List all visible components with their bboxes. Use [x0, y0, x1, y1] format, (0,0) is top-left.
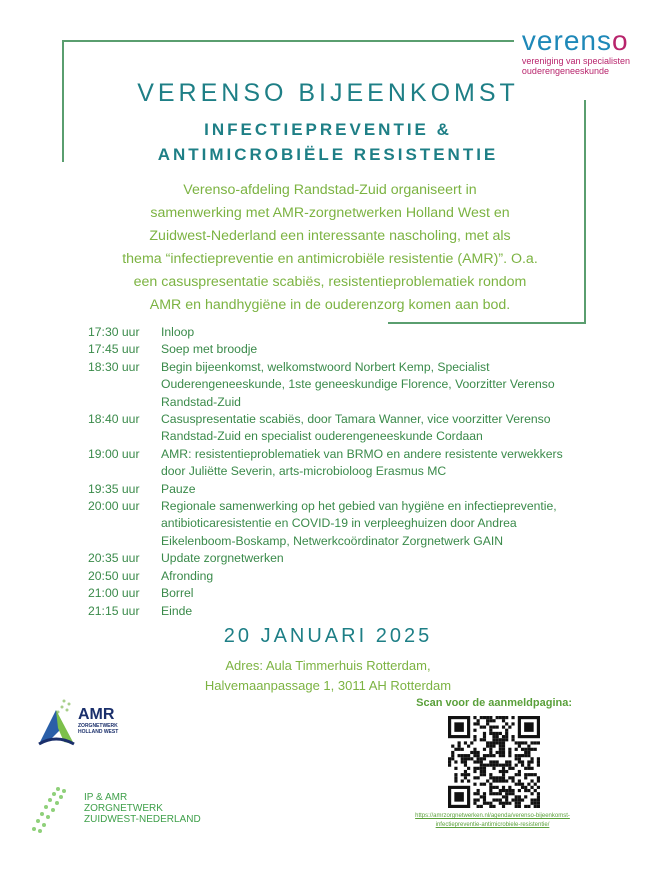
program-description	[161, 411, 578, 446]
registration-link-line-2[interactable]: infectiepreventie-antimicrobiele-resistentie/	[435, 822, 550, 828]
program-description	[161, 585, 578, 602]
program-description	[161, 498, 578, 550]
program-time: 17:30 uur	[88, 325, 140, 339]
program-description-line: Regionale samenwerking op het gebied van hygiëne en infectiepreventie,	[161, 499, 557, 514]
frame-top-line	[62, 40, 514, 42]
program-description	[161, 446, 578, 481]
program-description-line: antibioticaresistentie en COVID-19 in verpleeghuizen door Andrea	[161, 516, 517, 531]
program-time: 20:00 uur	[88, 499, 140, 514]
program-description	[161, 550, 578, 567]
program-description-line: Begin bijeenkomst, welkomstwoord Norbert Kemp, Specialist	[161, 359, 490, 374]
program-description-line: Randstad-Zuid en specialist ouderengeneeskunde Cordaan	[161, 429, 483, 444]
registration-link[interactable]	[400, 812, 585, 830]
ip-amr-logo-line-1: IP & AMR	[84, 792, 128, 803]
event-date: 20 JANUARI 2025	[223, 625, 433, 647]
program-description-line: Randstad-Zuid	[161, 394, 241, 409]
program-time: 21:15 uur	[88, 603, 140, 618]
ip-amr-logo-line-3: ZUIDWEST-NEDERLAND	[84, 814, 201, 825]
program-time: 18:30 uur	[88, 359, 140, 374]
program-description-line: Ouderengeneeskunde, 1ste geneeskundige Florence, Voorzitter Verenso	[161, 377, 555, 392]
program-schedule	[88, 324, 578, 620]
program-description-line: Einde	[161, 603, 193, 618]
program-time: 19:35 uur	[88, 481, 140, 496]
qr-code[interactable]	[448, 716, 540, 808]
program-description-line: door Juliëtte Severin, arts-microbioloog Erasmus MC	[161, 464, 447, 479]
intro-line: thema “infectiepreventie en antimicrobiële resistentie (AMR)”. O.a.	[122, 251, 538, 267]
program-item	[88, 341, 578, 358]
program-item	[88, 446, 578, 481]
program-item	[88, 603, 578, 620]
program-time: 20:50 uur	[88, 568, 140, 583]
ip-amr-logo-text	[84, 792, 201, 825]
amr-logo-title: AMR	[78, 706, 115, 723]
subtitle-line-2: ANTIMICROBIËLE RESISTENTIE	[157, 145, 499, 164]
page-subtitle	[0, 117, 656, 167]
program-item	[88, 359, 578, 411]
intro-line: Zuidwest-Nederland een interessante nascholing, met als	[149, 228, 511, 244]
verenso-tagline-1: vereniging van specialisten	[521, 56, 630, 66]
program-description-line: Pauze	[161, 481, 196, 496]
program-description	[161, 481, 578, 498]
program-description	[161, 568, 578, 585]
program-description-line: AMR: resistentieproblematiek van BRMO en andere resistente verwekkers	[161, 446, 563, 461]
verenso-wordmark: verenso	[521, 25, 629, 56]
program-description	[161, 359, 578, 411]
program-description-line: Inloop	[161, 325, 195, 339]
program-item	[88, 481, 578, 498]
program-description-line: Update zorgnetwerken	[161, 551, 284, 566]
intro-paragraph	[80, 179, 580, 317]
program-time: 21:00 uur	[88, 586, 140, 601]
program-description	[161, 603, 578, 620]
program-description-line: Afronding	[161, 568, 214, 583]
program-item	[88, 411, 578, 446]
ip-amr-logo-line-2: ZORGNETWERK	[84, 803, 163, 814]
program-description	[161, 341, 578, 358]
program-description-line: Borrel	[161, 586, 194, 601]
intro-line: een casuspresentatie scabiës, resistentieproblematiek rondom	[133, 274, 527, 290]
intro-line: Verenso-afdeling Randstad-Zuid organiseert in	[183, 182, 477, 198]
registration-link-line-1[interactable]: https://amrzorgnetwerken.nl/agenda/verenso-bijeenkomst-	[415, 813, 570, 819]
amr-logo-subtitle-2: HOLLAND WEST	[78, 729, 119, 735]
page-title: VERENSO BIJEENKOMST	[137, 79, 519, 107]
program-description	[161, 324, 578, 341]
program-description-line: Soep met broodje	[161, 342, 258, 357]
program-time: 17:45 uur	[88, 342, 140, 357]
program-time: 20:35 uur	[88, 551, 140, 566]
intro-line: samenwerking met AMR-zorgnetwerken Holland West en	[150, 205, 510, 221]
subtitle-line-1: INFECTIEPREVENTIE &	[204, 120, 452, 139]
scan-label: Scan voor de aanmeldpagina:	[416, 697, 572, 709]
program-description-line: Casuspresentatie scabiës, door Tamara Wanner, vice voorzitter Verenso	[161, 412, 551, 427]
program-item	[88, 550, 578, 567]
address-line-2: Halvemaanpassage 1, 3011 AH Rotterdam	[204, 678, 452, 693]
intro-line: AMR en handhygiëne in de ouderenzorg komen aan bod.	[149, 297, 511, 313]
program-item	[88, 568, 578, 585]
program-item	[88, 498, 578, 550]
verenso-tagline-2: ouderengeneeskunde	[521, 66, 609, 76]
program-item	[88, 324, 578, 341]
program-description-line: Eikelenboom-Boskamp, Netwerkcoördinator Zorgnetwerk GAIN	[161, 533, 504, 548]
event-address	[0, 656, 656, 696]
program-time: 19:00 uur	[88, 446, 140, 461]
amr-logo-text	[78, 707, 118, 735]
amr-logo-subtitle-1: ZORGNETWERK	[78, 723, 118, 729]
program-time: 18:40 uur	[88, 412, 140, 427]
program-item	[88, 585, 578, 602]
verenso-logo	[522, 26, 630, 76]
address-line-1: Adres: Aula Timmerhuis Rotterdam,	[225, 658, 431, 673]
